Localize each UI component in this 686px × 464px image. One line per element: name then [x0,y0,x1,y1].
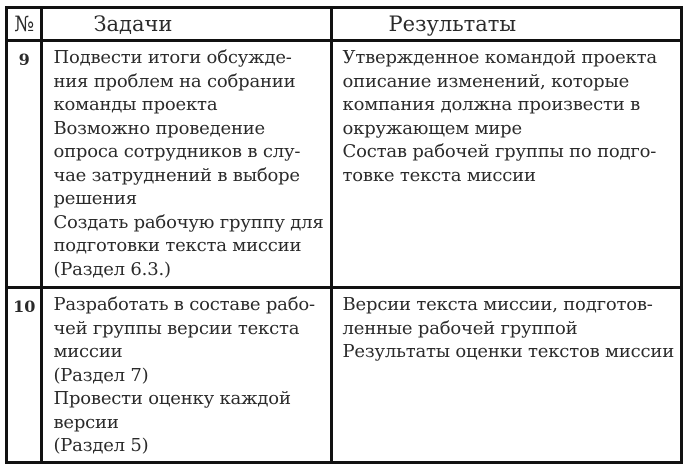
header-tasks: Задачи [42,8,331,41]
tasks-cell [42,41,331,288]
task-line: Создать рабочую группу для [53,211,324,233]
result-line: окружающем мире [342,117,522,139]
task-line: чае затруднений в выборе [53,164,300,186]
task-line: опроса сотрудников в слу- [53,141,301,162]
task-line: Разработать в составе рабо- [53,294,315,315]
task-line: (Раздел 5) [53,435,149,456]
task-line: команды проекта [53,94,218,115]
task-line: (Раздел 6.3.) [53,258,171,280]
header-results: Результаты [331,8,681,41]
task-line: Подвести итоги обсужде- [53,47,292,68]
tasks-cell [42,288,331,463]
task-line: миссии [53,341,123,362]
task-line: чей группы версии текста [53,317,300,339]
results-cell [331,41,681,288]
row-number: 10 [7,288,42,463]
header-number: № [7,8,42,41]
table-row [7,41,682,288]
row-number: 9 [7,41,42,288]
result-line: Версии текста миссии, подготов- [342,294,653,315]
result-line: ленные рабочей группой [342,317,578,339]
task-line: версии [53,411,119,433]
task-line: ния проблем на собрании [53,70,296,92]
results-cell [331,288,681,463]
table-row [7,288,682,463]
task-line: (Раздел 7) [53,364,149,386]
task-line: Провести оценку каждой [53,388,291,409]
tasks-results-table [5,6,683,464]
result-line: товке текста миссии [342,164,536,186]
task-line: Возможно проведение [53,117,266,139]
result-line: описание изменений, которые [342,70,630,92]
header-row [7,8,682,41]
task-line: решения [53,188,137,209]
task-line: подготовки текста миссии [53,235,302,256]
result-line: компания должна произвести в [342,94,641,115]
result-line: Утвержденное командой проекта [342,47,657,68]
result-line: Состав рабочей группы по подго- [342,141,657,162]
result-line: Результаты оценки текстов миссии [342,341,674,362]
